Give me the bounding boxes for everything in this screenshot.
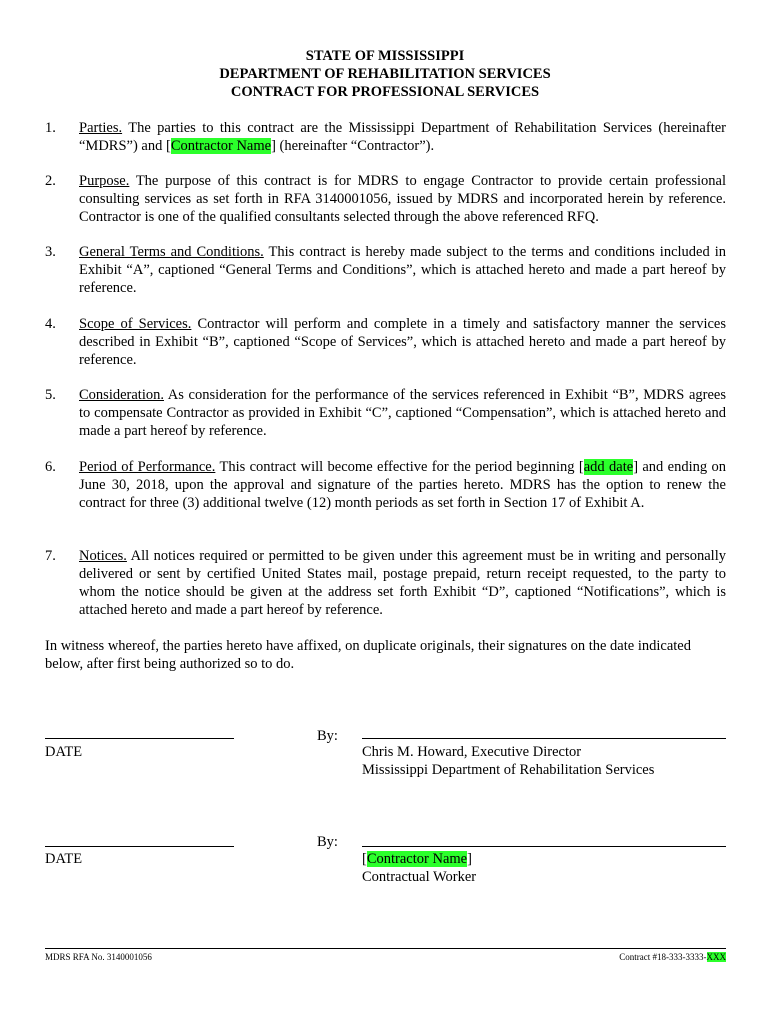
section-text: As consideration for the performance of the services referenced in Exhibit “B”, MDRS agrees to compensate Contractor as provided in Exhibit “C”, captioned “Compensation”, which is attached hereto and made a part hereof by reference.: [79, 387, 726, 439]
bracket-close: ]: [467, 851, 472, 867]
section-title: Parties.: [79, 120, 123, 136]
contractor-signer-name: [362, 850, 472, 868]
section-number: 3.: [45, 244, 56, 260]
section-text: Contractor will perform and complete in a timely and satisfactory manner the services described in Exhibit “B”, captioned “Scope of Services”, which is attached hereto and made a part hereof by reference.: [79, 316, 726, 368]
start-date-placeholder: add date: [583, 459, 634, 475]
section-parties: [45, 119, 726, 155]
header-contract-type: CONTRACT FOR PROFESSIONAL SERVICES: [230, 84, 540, 100]
date-label: DATE: [45, 744, 83, 760]
section-title: Notices.: [79, 548, 127, 564]
section-title: General Terms and Conditions.: [79, 244, 264, 260]
header-department: DEPARTMENT OF REHABILITATION SERVICES: [219, 66, 551, 82]
section-number: 5.: [45, 387, 56, 403]
by-label: By:: [317, 728, 338, 744]
section-title: Purpose.: [79, 173, 130, 189]
bracket-open: [: [362, 851, 367, 867]
footer-contract-number: [619, 952, 726, 963]
signer-name: Chris M. Howard, Executive Director: [362, 744, 582, 760]
section-text: The purpose of this contract is for MDRS to engage Contractor to provide certain professional consulting services as set forth in RFA 3140001056, issued by MDRS and incorporated herein by reference. Contractor is one of the qualified consultants selected through the above referenced RFQ.: [79, 173, 726, 225]
date-signature-line: [45, 738, 234, 739]
section-text: All notices required or permitted to be given under this agreement must be in writing and personally delivered or sent by certified United States mail, postage prepaid, return receipt requested, to the party to whom the notice should be given at the address set forth Exhibit “D”, captioned “Notifications”, which is attached hereto and made a part hereof by reference.: [79, 548, 726, 618]
section-text: This contract is hereby made subject to the terms and conditions included in Exhibit “A”, captioned “General Terms and Conditions”, which is attached hereto and made a part hereof by reference.: [79, 244, 726, 296]
section-title: Scope of Services.: [79, 316, 192, 332]
section-title: Period of Performance.: [79, 459, 216, 475]
signer-role: Contractual Worker: [362, 869, 477, 885]
section-general-terms: [45, 243, 726, 297]
section-number: 1.: [45, 120, 56, 136]
section-purpose: [45, 172, 726, 226]
contractor-name-placeholder: Contractor Name: [170, 138, 272, 154]
signature-line: [362, 738, 726, 739]
section-text-end: ] and ending on June 30, 2018, upon the approval and signature of the parties hereto. MDRS has the option to renew the contract for three (3) additional twelve (12) month periods as set forth in Section 17 of Exhibit A.: [79, 459, 726, 511]
signer-organization: Mississippi Department of Rehabilitation Services: [362, 762, 655, 778]
contractor-name-placeholder: Contractor Name: [366, 851, 468, 867]
contract-number-prefix: Contract #18-333-3333-: [619, 952, 707, 962]
section-period: [45, 458, 726, 512]
witness-paragraph: In witness whereof, the parties hereto have affixed, on duplicate originals, their signatures on the date indicated below, after first being authorized so to do.: [45, 638, 691, 672]
section-scope: [45, 315, 726, 369]
signature-line: [362, 846, 726, 847]
section-number: 7.: [45, 548, 56, 564]
section-consideration: [45, 386, 726, 440]
section-number: 6.: [45, 459, 56, 475]
by-label: By:: [317, 834, 338, 850]
section-notices: [45, 547, 726, 619]
section-text-end: ] (hereinafter “Contractor”).: [271, 138, 435, 154]
section-text: This contract will become effective for the period beginning [: [215, 459, 584, 475]
header-state: STATE OF MISSISSIPPI: [305, 48, 465, 64]
section-number: 2.: [45, 173, 56, 189]
date-signature-line: [45, 846, 234, 847]
contract-number-placeholder: XXX: [706, 952, 726, 962]
footer-rfa-number: MDRS RFA No. 3140001056: [45, 952, 152, 962]
date-label: DATE: [45, 851, 83, 867]
footer-rule: [45, 948, 726, 949]
section-number: 4.: [45, 316, 56, 332]
section-title: Consideration.: [79, 387, 164, 403]
section-text: The parties to this contract are the Mississippi Department of Rehabilitation Services (hereinafter “MDRS”) and [: [79, 120, 726, 154]
